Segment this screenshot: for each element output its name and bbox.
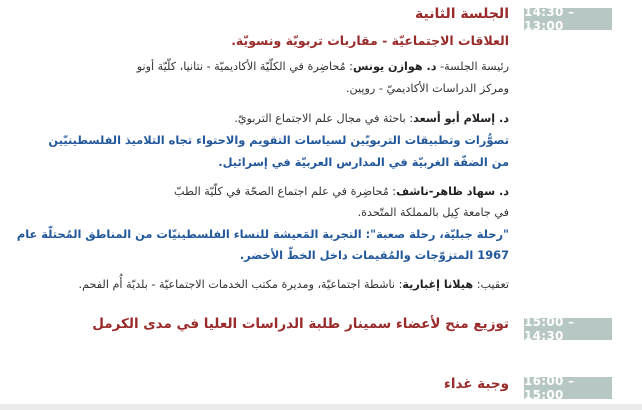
grants-title: توزيع منح لأعضاء سمينار طلبة الدراسات العليا في مدى الكرمل — [92, 316, 509, 332]
meal-time-badge: 16:00 – 15:00 — [524, 377, 612, 399]
chair-prefix: رئيسة الجلسة- — [436, 60, 509, 73]
chair-desc: : مُحاضِرة في الكلّيّة الأكاديميّة - نتانيا، كلّيّة أونو — [136, 60, 353, 73]
session2-title: الجلسة الثانية — [415, 6, 509, 22]
page-bottom-edge — [0, 404, 642, 410]
comment-line — [79, 278, 509, 291]
speaker2-name: د. سهاد ظاهر-ناشف — [396, 185, 509, 198]
speaker1-talk-line2: من الضفّة الغربيّة في المدارس العربيّة في إسرائيل. — [218, 155, 509, 169]
comment-desc: : ناشطة اجتماعيّة، ومديرة مكتب الخدمات الاجتماعيّة - بلديّة أُم الفحم. — [78, 278, 403, 291]
comment-prefix: تعقيب: — [473, 278, 509, 291]
speaker1-line — [234, 112, 509, 125]
chair-line-2: ومركز الدراسات الأكاديميّ - روپين. — [345, 82, 509, 95]
speaker2-talk-line1: "رحلة جبليّة، رحلة صعبة": التجربة المَعيشة للنساء الفلسطينيّات من المناطق المُحتلّة عام — [16, 227, 509, 241]
speaker2-line — [174, 185, 509, 198]
speaker1-desc: : باحثة في مجال علم الاجتماع التربويّ. — [234, 112, 414, 125]
speaker1-name: د. إسلام أبو أسعد — [413, 112, 509, 125]
chair-line — [137, 60, 509, 73]
session2-subtitle: العلاقات الاجتماعيّة - مقاربات تربويّة ونسويّة. — [231, 33, 509, 48]
speaker2-line-2: في جامعة كِيل بالمملكة المتّحدة. — [357, 206, 509, 219]
speaker2-desc: : مُحاضِرة في علم اجتماع الصحّة في كلّيّة الطبّ — [174, 185, 397, 198]
chair-name: د. هوازن يونس — [352, 60, 437, 73]
session2-time-badge: 14:30 – 13:00 — [524, 8, 612, 30]
grants-time-badge: 15:00 – 14:30 — [524, 318, 612, 340]
comment-name: هيلانا إغبارية — [402, 278, 474, 291]
speaker2-talk-line2: 1967 المتزوّجات والمُقيمات داخل الخطّ الأخضر. — [239, 248, 509, 262]
speaker1-talk-line1: تصوُّرات وتطبيقات التربويّين لسياسات التقويم والاحتواء تجاه التلاميذ الفلسطينيّين — [48, 133, 509, 147]
meal-title: وجبة غداء — [443, 376, 509, 392]
